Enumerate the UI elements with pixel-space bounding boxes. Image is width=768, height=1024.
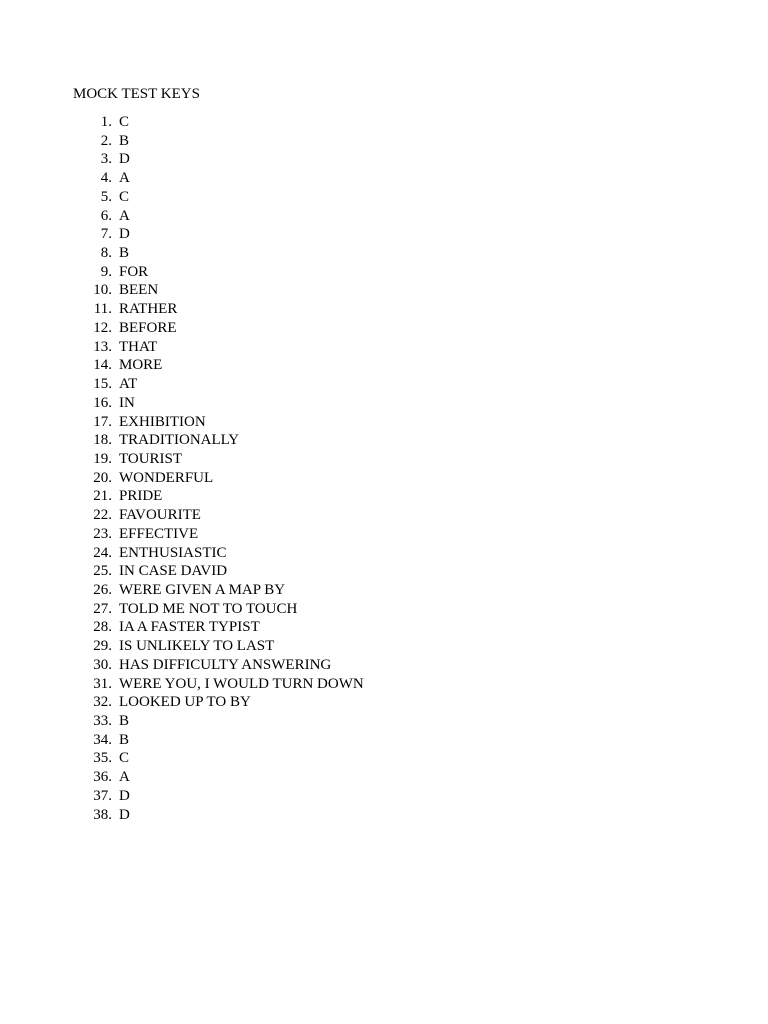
list-item — [73, 675, 364, 694]
item-number: 37. — [93, 787, 112, 804]
item-number: 10. — [93, 282, 112, 299]
item-answer: D — [119, 806, 130, 823]
item-number: 17. — [93, 413, 112, 430]
item-number: 21. — [93, 488, 112, 505]
item-answer: B — [119, 731, 130, 748]
list-item — [73, 450, 364, 469]
item-answer: D — [119, 226, 130, 243]
item-number: 19. — [93, 450, 112, 467]
item-number: 27. — [93, 600, 112, 617]
list-item — [73, 731, 364, 750]
item-answer: D — [119, 787, 130, 804]
item-number: 29. — [93, 638, 112, 655]
item-answer: BEFORE — [119, 319, 177, 336]
item-number: 11. — [93, 301, 112, 318]
item-answer: WONDERFUL — [119, 469, 214, 486]
list-item — [73, 300, 364, 319]
item-answer: FAVOURITE — [119, 507, 201, 524]
item-answer: IS UNLIKELY TO LAST — [119, 638, 275, 655]
list-item — [73, 525, 364, 544]
item-number: 9. — [100, 263, 112, 280]
item-number: 3. — [100, 151, 112, 168]
list-item — [73, 338, 364, 357]
item-number: 34. — [93, 731, 112, 748]
item-answer: THAT — [119, 338, 158, 355]
item-number: 12. — [93, 319, 112, 336]
item-answer: B — [119, 132, 130, 149]
item-answer: C — [119, 114, 130, 130]
list-item — [73, 413, 364, 432]
list-item — [73, 506, 364, 525]
item-number: 28. — [93, 619, 112, 636]
list-item — [73, 356, 364, 375]
list-item — [73, 487, 364, 506]
list-item — [73, 431, 364, 450]
item-number: 33. — [93, 713, 112, 729]
item-answer: B — [119, 245, 130, 262]
list-item — [73, 169, 364, 188]
item-number: 8. — [100, 245, 112, 262]
item-number: 7. — [100, 226, 112, 243]
list-item — [73, 749, 364, 768]
item-number: 38. — [93, 806, 112, 823]
item-number: 35. — [93, 750, 112, 767]
list-item — [73, 188, 364, 207]
list-item — [73, 281, 364, 300]
item-answer: WERE YOU, I WOULD TURN DOWN — [119, 675, 364, 692]
item-number: 4. — [100, 170, 112, 187]
item-answer: IN — [119, 394, 135, 411]
item-answer: C — [119, 188, 130, 205]
item-answer: TRADITIONALLY — [119, 432, 240, 449]
item-answer: WERE GIVEN A MAP BY — [119, 581, 286, 598]
list-item — [73, 768, 364, 787]
list-item — [73, 787, 364, 806]
list-item — [73, 712, 364, 731]
item-answer: AT — [119, 376, 138, 393]
list-item — [73, 113, 364, 132]
item-answer: B — [119, 713, 130, 729]
list-item — [73, 469, 364, 488]
item-number: 1. — [100, 114, 112, 130]
list-item — [73, 581, 364, 600]
list-item — [73, 637, 364, 656]
list-item — [73, 319, 364, 338]
list-item — [73, 244, 364, 263]
item-number: 26. — [93, 581, 112, 598]
item-number: 32. — [93, 694, 112, 711]
item-number: 25. — [93, 563, 112, 580]
item-number: 20. — [93, 469, 112, 486]
list-item — [73, 394, 364, 413]
item-answer: MORE — [119, 357, 163, 374]
item-answer: EFFECTIVE — [119, 525, 199, 542]
item-number: 30. — [93, 656, 112, 673]
item-number: 13. — [93, 338, 112, 355]
item-answer: A — [119, 769, 130, 786]
list-item — [73, 562, 364, 581]
list-item — [73, 263, 364, 282]
item-number: 24. — [93, 544, 112, 561]
list-item — [73, 544, 364, 563]
item-answer: PRIDE — [119, 488, 163, 505]
item-number: 36. — [93, 769, 112, 786]
item-number: 2. — [100, 132, 112, 149]
list-item — [73, 207, 364, 226]
list-item — [73, 150, 364, 169]
item-answer: RATHER — [119, 301, 178, 318]
list-item — [73, 225, 364, 244]
item-answer: ENTHUSIASTIC — [119, 544, 227, 561]
item-number: 15. — [93, 376, 112, 393]
item-answer: TOURIST — [119, 450, 183, 467]
list-item — [73, 618, 364, 637]
item-number: 14. — [93, 357, 112, 374]
item-answer: TOLD ME NOT TO TOUCH — [119, 600, 298, 617]
item-answer: FOR — [119, 263, 149, 280]
item-number: 5. — [100, 188, 112, 205]
item-answer: BEEN — [119, 282, 159, 299]
item-answer: A — [119, 170, 130, 187]
item-answer: C — [119, 750, 130, 767]
item-answer: LOOKED UP TO BY — [119, 694, 251, 711]
item-answer: IN CASE DAVID — [119, 563, 228, 580]
answer-key-list — [73, 113, 364, 824]
item-answer: HAS DIFFICULTY ANSWERING — [119, 656, 332, 673]
item-answer: A — [119, 207, 130, 224]
item-number: 23. — [93, 525, 112, 542]
item-number: 22. — [93, 507, 112, 524]
item-number: 16. — [93, 394, 112, 411]
list-item — [73, 656, 364, 675]
list-item — [73, 132, 364, 151]
item-answer: IA A FASTER TYPIST — [119, 619, 260, 636]
list-item — [73, 806, 364, 825]
document-title: MOCK TEST KEYS — [73, 86, 200, 102]
item-number: 31. — [93, 675, 112, 692]
item-number: 6. — [100, 207, 112, 224]
item-number: 18. — [93, 432, 112, 449]
list-item — [73, 693, 364, 712]
list-item — [73, 600, 364, 619]
item-answer: EXHIBITION — [119, 413, 206, 430]
list-item — [73, 375, 364, 394]
item-answer: D — [119, 151, 130, 168]
